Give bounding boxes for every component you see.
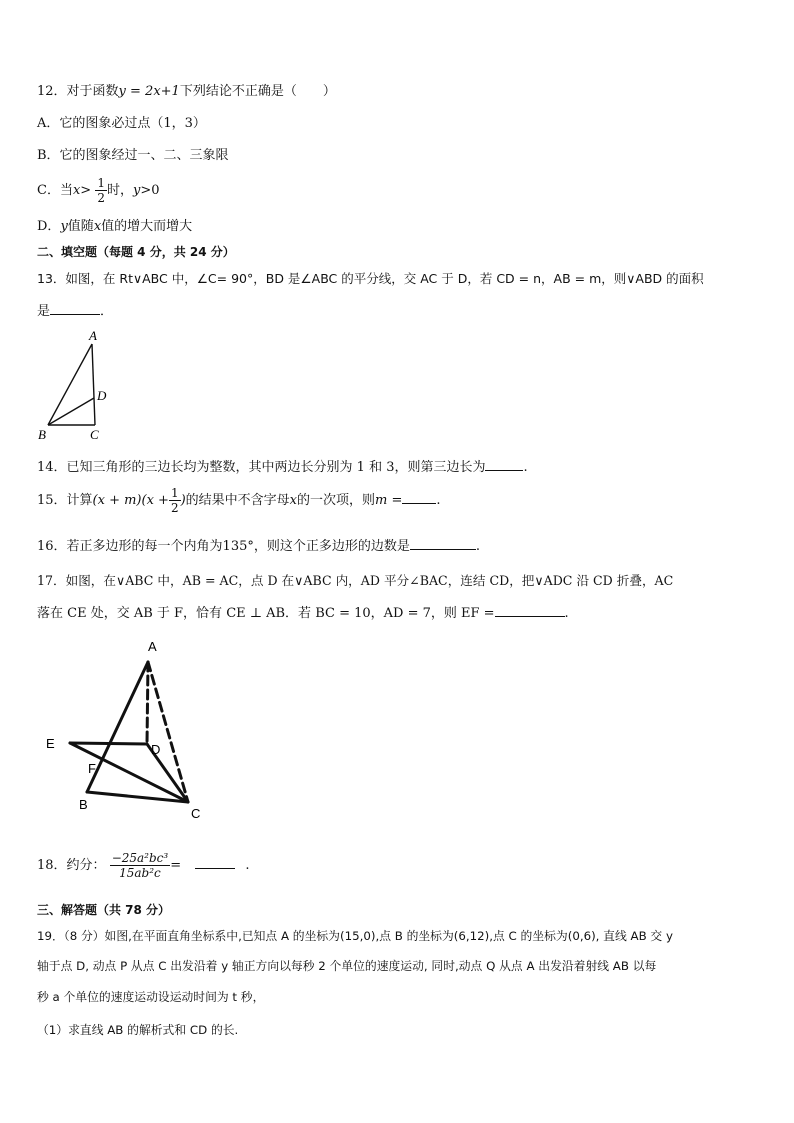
q13-label-d: D	[97, 388, 107, 403]
q15-fraction	[169, 486, 181, 515]
q13-label-a: A	[89, 328, 97, 343]
q15-text2: 的一次项，则	[297, 493, 376, 508]
q13-line1: 13．如图，在 Rt∨ABC 中，∠C= 90°，BD 是∠ABC 的平分线，交 AC 于 D，若 CD = n，AB = m，则∨ABD 的面积	[37, 271, 704, 286]
q17-label-f: F	[88, 761, 96, 776]
q12-stem-tail: 下列结论不正确是（ ）	[179, 84, 336, 99]
q13-line2-text: 是	[37, 304, 51, 319]
q19-line3: 秒 a 个单位的速度运动设运动时间为 t 秒，	[37, 990, 265, 1004]
q19-line1: 19．（8 分）如图,在平面直角坐标系中,已知点 A 的坐标为(15,0),点 B 的坐标为(6,12),点 C 的坐标为(0,6), 直线 AB 交 y	[37, 929, 673, 943]
q14-answer-blank	[485, 458, 523, 471]
q15-text1: 的结果中不含字母	[185, 493, 290, 508]
q17-label-e: E	[46, 736, 55, 751]
q13-line2-end: ．	[100, 304, 114, 319]
q18-end: .	[245, 858, 250, 873]
q18-answer-blank	[195, 856, 235, 869]
q17-answer-blank	[495, 604, 565, 617]
q12-option-d-xvar: x	[93, 219, 102, 234]
q12-option-c-gt: >	[80, 183, 92, 198]
q17-edge-ed	[70, 743, 147, 744]
q17-label-a: A	[148, 639, 157, 654]
q13-line2	[37, 302, 113, 320]
fraction-denominator: 15ab²c	[119, 866, 161, 880]
q18-fraction	[110, 851, 171, 880]
q15	[37, 484, 441, 518]
q12-option-d-text1: 值随	[67, 219, 94, 234]
q16-text: 16．若正多边形的每一个内角为135°，则这个正多边形的边数是	[37, 539, 410, 554]
q12-option-c-fraction	[95, 176, 107, 205]
q17-edge-ab	[87, 662, 148, 792]
q17-figure	[40, 634, 220, 826]
section-2-title: 二、填空题（每题 4 分，共 24 分）	[37, 245, 235, 259]
q13-figure	[36, 328, 116, 444]
q15-label: 15．计算	[37, 493, 93, 508]
q17-label-c: C	[191, 806, 201, 821]
q19-line4: （1）求直线 AB 的解析式和 CD 的长.	[37, 1023, 239, 1037]
q17-line1: 17．如图，在∨ABC 中，AB = AC，点 D 在∨ABC 内，AD 平分∠BAC，连结 CD，把∨ADC 沿 CD 折叠，AC	[37, 573, 674, 588]
q17-edge-ad	[147, 662, 148, 744]
q18-equals: =	[170, 858, 182, 873]
q19-line2: 轴于点 D, 动点 P 从点 C 出发沿着 y 轴正方向以每秒 2 个单位的速度运动, 同时,动点 Q 从点 A 出发沿着射线 AB 以每	[37, 959, 657, 973]
q12-option-b: B．它的图象经过一、二、三象限	[37, 148, 229, 163]
q18	[37, 846, 250, 886]
q12-option-d-text2: 值的增大而增大	[101, 219, 193, 234]
q16-end: .	[475, 539, 480, 554]
q12-function: y = 2x+1	[118, 84, 180, 99]
fraction-numerator: 1	[97, 176, 105, 190]
q16-answer-blank	[410, 537, 476, 550]
q15-xvar: x	[289, 493, 298, 508]
q12-option-c-label: C．当	[37, 183, 73, 198]
q12-option-c-var: x	[72, 183, 81, 198]
q13-label-c: C	[90, 427, 99, 442]
q14	[37, 458, 528, 476]
q12-option-c-tail: >0	[140, 183, 160, 198]
q12-option-d	[37, 219, 192, 235]
q12-stem	[37, 84, 336, 100]
section-3-title: 三、解答题（共 78 分）	[37, 903, 171, 917]
q17-label-d: D	[151, 742, 161, 757]
q17-line2: 落在 CE 处，交 AB 于 F，恰有 CE ⊥ AB．若 BC = 10，AD = 7，则 EF = .	[37, 606, 569, 621]
q13-edge-ac	[92, 344, 95, 425]
fraction-denominator: 2	[170, 501, 179, 515]
q13-label-b: B	[38, 427, 46, 442]
q15-expr-close: )	[180, 493, 186, 508]
fraction-denominator: 2	[97, 191, 105, 205]
q14-text: 14．已知三角形的三边长均为整数，其中两边长分别为 1 和 3，则第三边长为	[37, 460, 486, 475]
q12-option-d-yvar: y	[60, 219, 68, 234]
q15-expr: (x + m)(x +	[92, 493, 169, 508]
q16	[37, 537, 480, 555]
q17-edge-ac	[148, 662, 188, 802]
q18-label: 18．约分：	[37, 858, 106, 873]
q17-label-b: B	[79, 797, 88, 812]
q17-line2-text: 落在 CE 处，交 AB 于 F，恰有 CE ⊥ AB．若 BC = 10，AD = 7，则 EF =	[37, 606, 495, 621]
q12-option-c-when: 时，	[106, 183, 133, 198]
q15-mvar: m =	[375, 493, 403, 508]
q15-answer-blank	[402, 491, 436, 504]
q12-option-d-label: D．	[37, 219, 61, 234]
fraction-numerator: 1	[170, 486, 179, 500]
q15-end: .	[436, 493, 441, 508]
q12-option-c-yvar: y	[133, 183, 141, 198]
q12-stem-text: 12．对于函数	[37, 84, 119, 99]
fraction-numerator: −25a²bc³	[111, 851, 169, 865]
q12-option-a: A．它的图象必过点（1，3）	[37, 116, 206, 131]
q12-option-c	[37, 176, 160, 205]
q14-end: .	[523, 460, 528, 475]
q13-answer-blank	[50, 302, 100, 315]
